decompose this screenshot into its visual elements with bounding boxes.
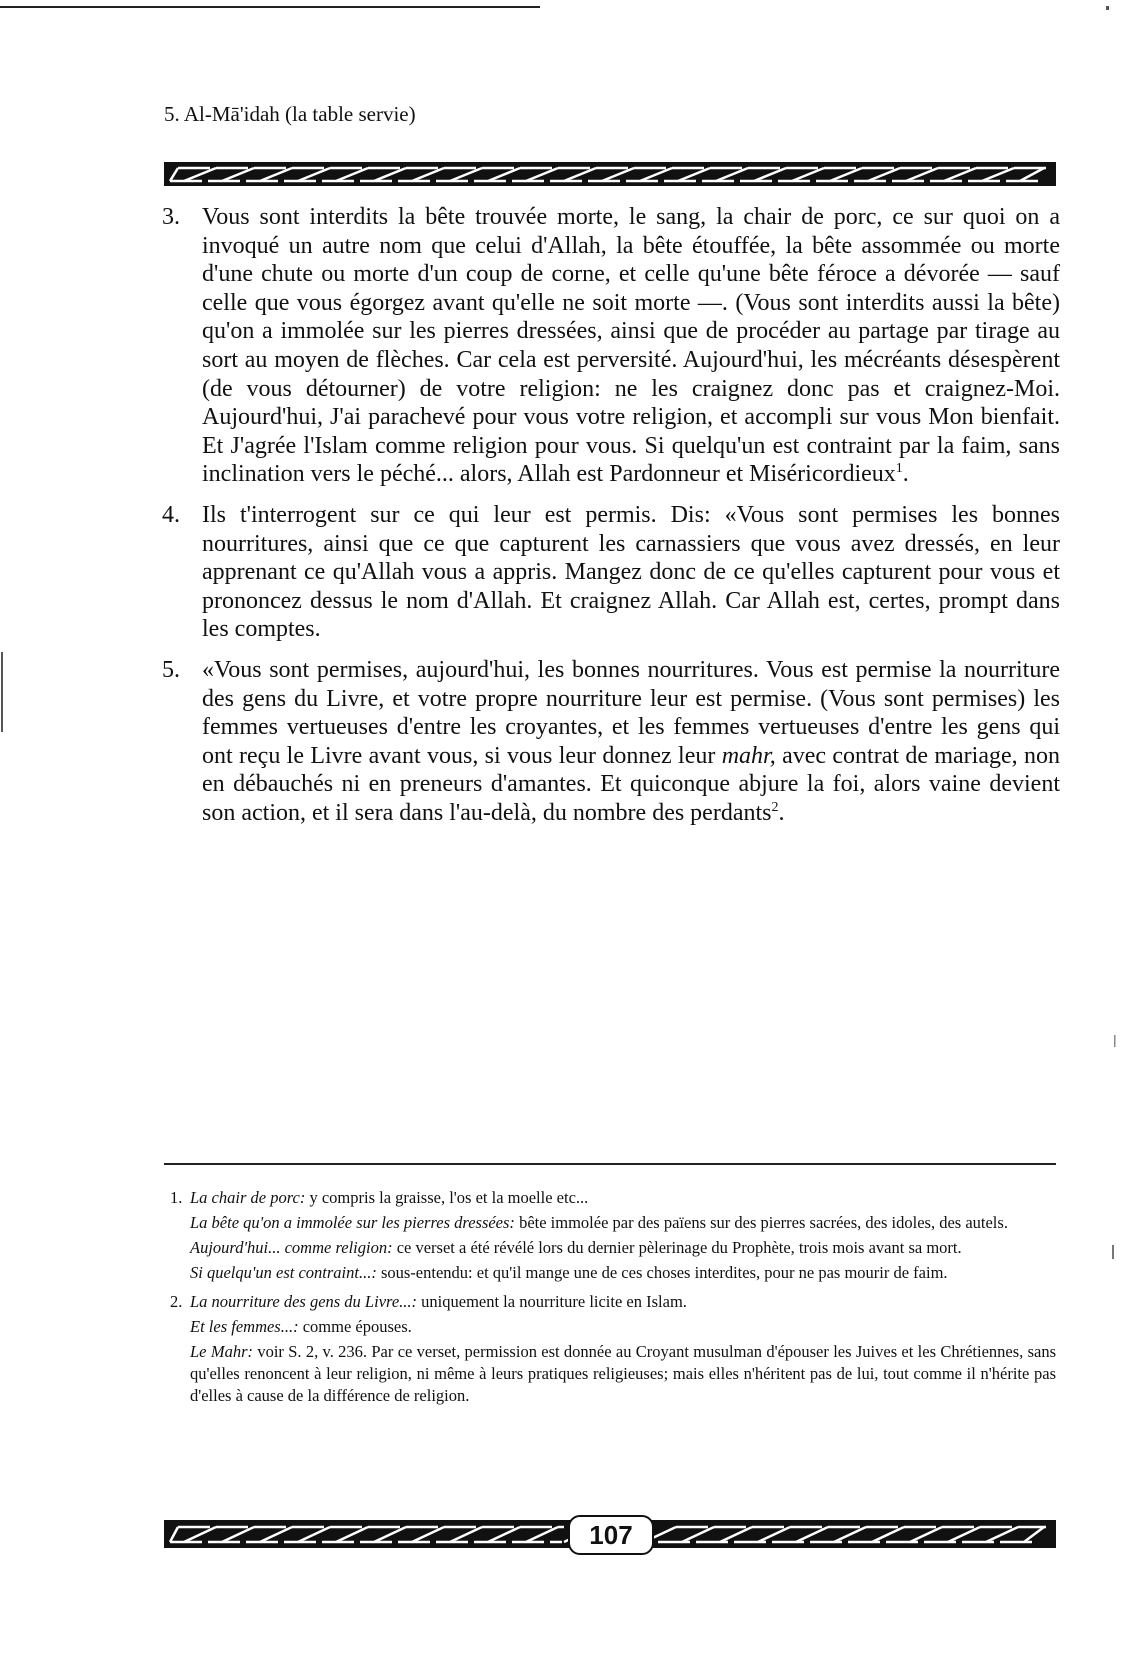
footnote-text: bête immolée par des païens sur des pierres sacrées, des idoles, des autels. bbox=[514, 1213, 1008, 1232]
verse-tail: . bbox=[902, 461, 909, 488]
footnote-text: ce verset a été révélé lors du dernier pèlerinage du Prophète, trois mois avant sa mort. bbox=[392, 1238, 962, 1257]
footnote-text: voir S. 2, v. 236. Par ce verset, permission est donnée au Croyant musulman d'épouser les Juives et les Chrétiennes, sans qu'elles renoncent à leur religion, ni même à leurs pratiques religieuses; mais elles n'héritent pas de lui, tout comme il n'hérite pas d'elles à cause de la différence de religion. bbox=[190, 1342, 1056, 1405]
footnote-text: comme épouses. bbox=[298, 1317, 412, 1336]
left-margin-mark bbox=[1, 652, 3, 732]
right-margin-speck bbox=[1112, 1245, 1114, 1259]
footnote-lead: Le Mahr: bbox=[190, 1342, 253, 1361]
footnote-lead: La bête qu'on a immolée sur les pierres dressées: bbox=[190, 1213, 515, 1232]
footnote-text: uniquement la nourriture licite en Islam. bbox=[417, 1292, 687, 1311]
footnote-lead: Et les femmes...: bbox=[190, 1317, 299, 1336]
right-margin-speck bbox=[1114, 1035, 1116, 1047]
page-header: 5. Al-Mā'idah (la table servie) bbox=[164, 102, 416, 126]
verse-italic-term: mahr, bbox=[721, 742, 776, 769]
verse-body: «Vous sont permises, aujourd'hui, les bonnes nourritures. Vous est permise la nourriture des gens du Livre, et votre propre nourriture leur est permise. (Vous sont permises) les femmes vertueuses d'entre les croyantes, et les femmes vertueuses d'entre les gens qui ont reçu le Livre avant vous, si vous leur donnez leur bbox=[202, 656, 1060, 769]
verse-body: Vous sont interdits la bête trouvée morte, le sang, la chair de porc, ce sur quoi on a invoqué un autre nom que celui d'Allah, la bête étouffée, la bête assommée ou morte d'une chute ou morte d'un coup de corne, et celle qu'une bête féroce a dévorée — sauf celle que vous égorgez avant qu'elle ne soit morte —. (Vous sont interdits aussi la bête) qu'on a immolée sur les pierres dressées, ainsi que de procéder au partage par tirage au sort au moyen de flèches. Car cela est perversité. Aujourd'hui, les mécréants désespèrent (de vous détourner) de votre religion: ne les craignez donc pas et craignez-Moi. Aujourd'hui, J'ai parachevé pour vous votre religion, et accompli sur vous Mon bienfait. Et J'agrée l'Islam comme religion pour vous. Si quelqu'un est contraint par la faim, sans inclination vers le péché... alors, Allah est Pardonneur et Miséricordieux bbox=[202, 204, 1060, 488]
footnote-lead: La chair de porc: bbox=[190, 1188, 306, 1207]
verse-number: 4. bbox=[162, 501, 180, 528]
verse-number: 3. bbox=[162, 204, 180, 230]
footnote-ref: 1 bbox=[895, 461, 903, 477]
verse-body-continued: avec contrat de mariage, non en débauchés ni en preneurs d'amantes. Et quiconque abjure la foi, alors vaine devient son action, et il sera dans l'au-delà, du nombre des perdants bbox=[202, 742, 1060, 826]
footnote-number: 2. bbox=[170, 1292, 183, 1311]
footnote-text: sous-entendu: et qu'il mange une de ces choses interdites, pour ne pas mourir de faim. bbox=[376, 1263, 948, 1282]
footnote-lead: La nourriture des gens du Livre...: bbox=[190, 1292, 418, 1311]
corner-speck bbox=[1106, 6, 1109, 10]
verse-tail: . bbox=[778, 799, 785, 826]
footnote-ref: 2 bbox=[771, 799, 779, 815]
footnote-text: y compris la graisse, l'os et la moelle etc... bbox=[305, 1188, 589, 1207]
footnote-lead: Aujourd'hui... comme religion: bbox=[190, 1238, 393, 1257]
page-number: 107 bbox=[568, 1515, 654, 1555]
footnote-lead: Si quelqu'un est contraint...: bbox=[190, 1263, 377, 1282]
footnote-number: 1. bbox=[170, 1188, 183, 1207]
verse-body: Ils t'interrogent sur ce qui leur est permis. Dis: «Vous sont permises les bonnes nourritures, ainsi que ce que capturent les carnassiers que vous avez dressés, en leur apprenant ce qu'Allah vous a appris. Mangez donc de ce qu'elles capturent pour vous et prononcez dessus le nom d'Allah. Et craignez Allah. Car Allah est, certes, prompt dans les comptes. bbox=[202, 501, 1060, 643]
verse-number: 5. bbox=[162, 656, 180, 683]
